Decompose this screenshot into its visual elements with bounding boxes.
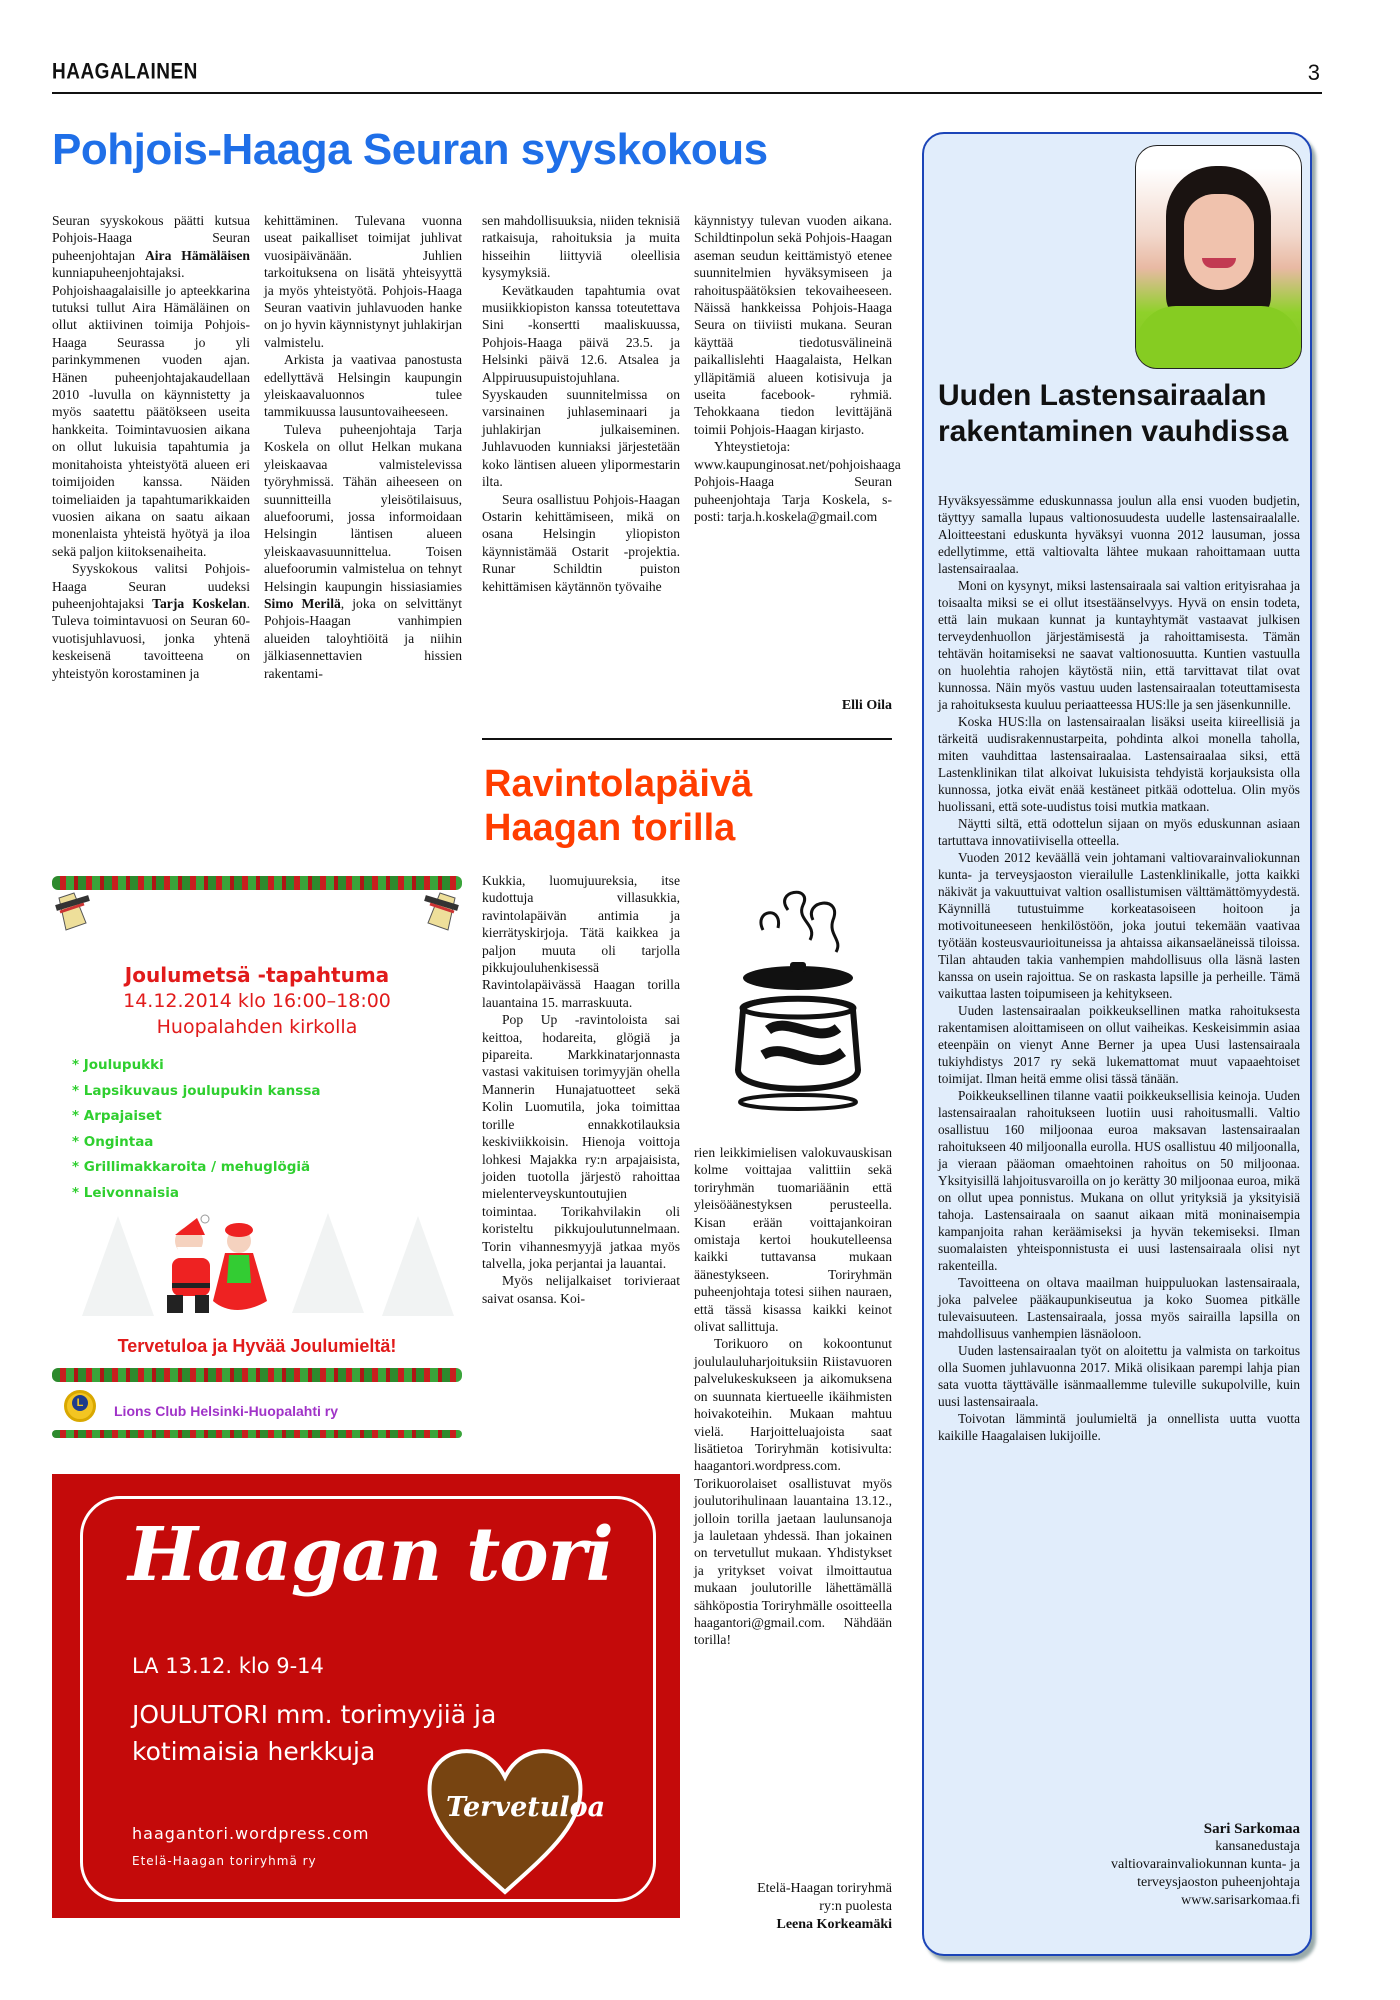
tori-ad-date: LA 13.12. klo 9-14: [132, 1654, 324, 1678]
article2-signature-line1: Etelä-Haagan toriryhmä: [757, 1881, 892, 1896]
article1-title: Pohjois-Haaga Seuran syyskokous: [52, 125, 768, 174]
text-run: Seuran syyskokous päätti kutsua Pohjois-Haaga Seuran puheenjohtajan: [52, 213, 250, 263]
paragraph: Moni on kysynyt, miksi lastensairaala sai valtion erityisrahaa ja toisaalta miksi se ei ollut itsestäänselvyys. Hyvä on ensin todeta, että lain mukaan kunnat ja kuntayhtymät vastaavat julkisen terveydenhuollon järjestämisestä ja rahoittamisesta. Tämän tehtävän hoitamiseksi ne saavat valtionosuutta. Kuntien vastuulla on huolehtia rahojen käytöstä niin, että tarvittavat tilat ovat kunnossa. Näin myös vastuu uuden lastensairaalan toteuttamisesta ja rahoituksesta kuuluu periaatteessa HUS:lle ja sen jäsenkunnille.: [938, 578, 1300, 712]
text-run: Kukkia, luomujuureksia, itse kudottuja villasukkia, ravintolapäivän antimia ja kierrätyskirjoja. Tätä kaikkea ja paljon muuta oli tarjolla pikkujouluhenkisessä Ravintolapäivässä Haagan torilla lauantaina 15. marraskuuta.: [482, 873, 680, 1010]
paragraph: [482, 1011, 680, 1272]
paragraph: Hyväksyessämme eduskunnassa joulun alla ensi vuoden budjetin, täyttyy samalla lupaus valtionosuudesta uudelle lastensairaalalle. Aloitteestani eduskunta hyväksyi vuonna 2012 lausuman, jossa edellytimme, että valtiovalta lähtee mukaan rahoittamaan uutta lastensairaalaa.: [938, 493, 1300, 576]
paragraph: Koska HUS:lla on lastensairaalan lisäksi useita kiireellisiä ja tärkeitä uudisrakennustarpeita, pohdinta alkoi monella taholla, miten vauhdittaa lastensairaalaa. Lastensairaalaa siksi, että Lastenklinikan tilat alkoivat lukuisista tehdyistä korjauksista olla kunnossa, jotka eivät enää kestäneet pitkää odottelua. Olin myös huolissani, että sote-uudistus toisi mutkia matkaan.: [938, 714, 1300, 814]
article2-title: [484, 762, 752, 850]
article1-author: Elli Oila: [841, 698, 892, 713]
garland-bottom: [52, 1430, 462, 1438]
text-run: kehittäminen. Tulevana vuonna useat paikalliset toimijat juhlivat vuosipäivänään. Juhlien tarkoituksena on lisätä yhteisyyttä ja myös yhteistyötä. Pohjois-Haaga Seuran vaativin juhlavuoden hanke on jo hyvin käynnistynyt juhlakirjan valmistelu.: [264, 213, 462, 350]
santa-couple-illustration: [147, 1213, 277, 1323]
paragraph: Tavoitteena on oltava maailman huippuluokan lastensairaala, joka palvelee pääkaupunkiseutua ja koko Suomea pitkälle tulevaisuuteen. Lastensairaala, jossa myös sairailla lapsilla on mahdollisuus vanhempien läsnäoloon.: [938, 1275, 1300, 1341]
text-run: Tuleva puheenjohtaja Tarja Koskela on ollut Helkan mukana yleiskaavaa valmistelevissa työryhmissä. Tähän aiheeseen on suunnitteilla yleisötilaisuus, aluefoorumi, jossa informoidaan Helsingin läntisen alueen yleiskaavasuunnittelua. Toisen aluefoorumin valmistelua on tehnyt Helsingin kaupungin hissiasiamies: [264, 421, 462, 594]
paragraph: [694, 212, 892, 438]
paragraph: [52, 212, 250, 560]
xmas-program-item: * Joulupukki: [72, 1057, 164, 1073]
bold-name: Aira Hämäläisen: [144, 247, 250, 263]
article1-col3: [482, 212, 680, 595]
paragraph: Poikkeuksellinen tilanne vaatii poikkeuksellisia keinoja. Uuden lastensairaalan rahoitukseen luotiin uusi rahoitusmalli. Valtio osallistuu 160 miljoonaa euroa maksavan lastensairaalan rahoitukseen 40 miljoonalla eurolla. HUS osallistuu 40 miljoonalla, ja vieraan pääoman omaehtoinen rahoitus on 50 miljoonaa. Yksityisillä lahjoitusvaroilla on jo kerätty 30 miljoonaa euroa, mikä on ollut upea ponnistus. Mukana on ollut yrityksiä ja yksityisiä tahoja. Lastensairaala on saanut aikaan mitä moninaisempia kampanjoita rahan keräämiseksi ja hyvän tekemiseksi. Ilman suomalaisten yhteisponnistusta ei uusi lastensairaala olisi nyt rakenteilla.: [938, 1088, 1300, 1273]
masthead: HAAGALAINEN: [52, 60, 198, 85]
article1-col1: [52, 212, 250, 682]
xmas-title: Joulumetsä -tapahtuma: [124, 963, 390, 987]
portrait-face: [1184, 194, 1254, 290]
xmas-program-list: [72, 1053, 320, 1206]
paragraph: [694, 1335, 892, 1648]
sidebar-title: Uuden Lastensairaalan rakentaminen vauhdissa: [938, 379, 1289, 448]
text-run: Arkista ja vaativaa panostusta edellyttävä Helsingin kaupungin yleiskaavaluonnos tulee tammikuussa lausuntovaiheeseen.: [264, 352, 462, 420]
paragraph: [52, 560, 250, 682]
garland-top: [52, 876, 462, 890]
text-run: Yhteystietoja: www.kaupunginosat.net/pohjoishaaga Pohjois-Haaga Seuran puheenjohtaja Tarja Koskela, s-posti: tarja.h.koskela@gmail.com: [694, 439, 901, 524]
text-run: . Tuleva toimintavuosi on Seuran 60-vuotisjuhlavuosi, jonka yhtenä keskeisenä tavoitteena on yhteistyön korostaminen ja: [52, 595, 250, 681]
paragraph: Toivotan lämmintä joulumieltä ja onnellista uutta vuotta kaikille Haagalaisen lukijoille.: [938, 1411, 1300, 1443]
article2-signature-line2: ry:n puolesta: [819, 1899, 892, 1914]
paragraph: [694, 1144, 892, 1335]
sidebar-author-url[interactable]: www.sarisarkomaa.fi: [1181, 1893, 1300, 1908]
garland-middle: [52, 1368, 462, 1382]
haagan-tori-ad: [52, 1474, 680, 1918]
tori-ad-text: JOULUTORI mm. torimyyjiä ja kotimaisia herkkuja: [132, 1700, 497, 1766]
tree-icon: [82, 1216, 154, 1316]
article1-col2: [264, 212, 462, 682]
sidebar-signature: [938, 1820, 1300, 1910]
paragraph: [482, 1272, 680, 1307]
paragraph: [694, 438, 901, 525]
xmas-welcome: Tervetuloa ja Hyvää Joulumieltä!: [117, 1336, 397, 1356]
article2-title-line2: Haagan torilla: [484, 807, 736, 849]
bell-icon: [54, 888, 94, 938]
paragraph: Näytti siltä, että odottelun sijaan on myös eduskunnan asiaan tartuttava innovatiivisella otteella.: [938, 816, 1300, 848]
paragraph: [482, 491, 680, 595]
xmas-program-item: * Ongintaa: [72, 1133, 154, 1150]
xmas-program-item: * Lapsikuvaus joulupukin kanssa: [72, 1082, 321, 1099]
text-run: sen mahdollisuuksia, niiden teknisiä ratkaisuja, rahoituksia ja muita hisseihin liittyviä oleellisia kysymyksiä.: [482, 213, 680, 281]
paragraph: Vuoden 2012 keväällä vein johtamani valtiovarainvaliokunnan kunta- ja terveysjaoston vierailulle Lastenklinikalle, jotta kaikki näkivät ja vakuuttuivat valtion osallistumisen välttämättömyydestä. Käynnillä tutustuimme korkeatasoiseen hoitoon ja motivoituneeseen henkilöstöön, joka joutui tekemään vaativaa työtään kosteusvaurioituneissa ja ahtaissa aikansaeläneissä tiloissa. Tilan ahtauden takia vanhempien mahdollisuus olla läsnä lasten kanssa on usein rajoittua. Se on raskasta lapsille ja perheille. Tämä vaikuttaa lasten toipumiseen ja kehitykseen.: [938, 850, 1300, 1001]
article2-title-line1: Ravintolapäivä: [484, 763, 753, 805]
xmas-program-item: * Grillimakkaroita / mehuglögiä: [72, 1159, 311, 1175]
author-portrait: [1135, 145, 1302, 369]
tori-ad-title: Haagan tori: [128, 1512, 613, 1598]
portrait-shirt: [1136, 306, 1301, 369]
article2-col1: [482, 872, 680, 1307]
tree-icon: [292, 1213, 364, 1313]
xmas-organizer: Lions Club Helsinki-Huopalahti ry: [114, 1403, 339, 1419]
tori-ad-heart-text: Tervetuloa: [446, 1792, 606, 1823]
text-run: Kevätkauden tapahtumia ovat musiikkiopiston kanssa toteutettava Sini -konsertti maaliskuussa, Pohjois-Haaga päivä 23.5. ja Helsinki päivä 12.6. Atsalea ja Alppiruusupuistojuhlana. Syyskauden suunnitelmissa on varsinainen juhlaseminaari ja juhlakirjan julkaiseminen. Juhlavuoden kunniaksi järjestetään koko läntisen alueen ylipormestarin ilta.: [482, 282, 680, 490]
xmas-date: 14.12.2014 klo 16:00–18:00: [123, 990, 391, 1012]
paragraph: [482, 282, 680, 491]
text-run: kunniapuheenjohtajaksi. Pohjoishaagalaisille jo apteekkarina tutuksi tullut Aira Hämäläinen on ollut aktiivinen toimija Pohjois-Haaga Seurassa jo yli parinkymmenen vuoden ajan. Hänen puheenjohtajakaudellaan 2010 -luvulla on käynnistetty ja myös saatettu päätökseen useita hankkeita. Toimintavuosien aikana on ollut lukuisia tapahtumia ja monitahoista yhteistyötä alueen eri toimijoiden kanssa. Näiden toimeliaiden ja tapahtumarikkaiden vuosien aikana on saatu aikaan monenlaista yhteistä hyötyä ja iloa sekä paljon kiitoksenaiheita.: [52, 265, 250, 559]
sidebar-body: [938, 492, 1300, 1444]
paragraph: [264, 212, 462, 351]
xmas-place: Huopalahden kirkolla: [156, 1016, 358, 1038]
text-run: Myös nelijalkaiset torivieraat saivat osansa. Koi-: [482, 1273, 680, 1306]
bold-name: Tarja Koskelan: [152, 595, 247, 611]
sidebar-author-role3: terveysjaoston puheenjohtaja: [1137, 1875, 1300, 1890]
bold-name: Simo Merilä: [264, 595, 341, 611]
cooking-pot-illustration: [718, 880, 888, 1120]
text-run: Pop Up -ravintoloista sai keittoa, hodareita, glögiä ja pipareita. Markkinatarjonnasta vastasi vakituisen torimyyjän ohella Mannerin Hunajatuotteet sekä Kolin Luomutila, joka toimittaa torille ennakkotilauksia keskiviikkoisin. Hienoja voittoja lohkesi Majakka ry:n arpajaisista, joiden tuotolla järjestö rahoittaa mielenterveyskuntoutujien toimintaa. Torikahvilakin oli koristeltu pikkujoulutunnelmaan. Torin vihannesmyyjä jatkaa myös talvella, joka perjantai ja lauantai.: [482, 1012, 680, 1271]
paragraph: Uuden lastensairaalan työt on aloitettu ja valmista on tarkoitus olla Suomen juhlavuonna 2017. Mikä olisikaan parempi lahja pian sata vuotta täyttävälle isänmaallemme tuleville sukupolville, kuin uusi lastensairaala.: [938, 1343, 1300, 1409]
tori-ad-url[interactable]: haagantori.wordpress.com: [132, 1824, 370, 1843]
text-run: Syyskokous valitsi Pohjois-Haaga Seuran uudeksi puheenjohtajaksi: [52, 561, 250, 611]
sidebar-author-role1: kansanedustaja: [1215, 1839, 1300, 1854]
paragraph: [482, 872, 680, 1011]
section-divider: [482, 738, 892, 740]
paragraph: [264, 421, 462, 682]
joulumetsa-ad: [52, 868, 462, 1438]
sidebar-author-role2: valtiovarainvaliokunnan kunta- ja: [1111, 1857, 1300, 1872]
header-rule: [52, 92, 1322, 94]
sidebar-author: Sari Sarkomaa: [1203, 1821, 1300, 1837]
text-run: Torikuoro on kokoontunut joululauluharjoituksiin Riistavuoren palvelukeskukseen ja aikomuksena on suunnata kiertueelle ikäihmisten hoivakoteihin. Mukaan mahtuu vielä. Harjoitteluajoista saat lisätietoa Toriryhmän kotisivulta: haagantori.wordpress.com. Torikuorolaiset osallistuvat myös joulutorihulinaan lauantaina 13.12., jolloin torilla jaetaan laulunsanoja ja lauletaan yhdessä. Ihan jokainen on tervetullut mukaan. Yhdistykset ja yritykset voivat ilmoittautua mukaan joulutorille lähettämällä sähköpostia Toriryhmälle osoitteella haagantori@gmail.com. Nähdään torilla!: [694, 1336, 892, 1648]
xmas-program-item: * Leivonnaisia: [72, 1184, 179, 1201]
tree-icon: [382, 1216, 454, 1316]
text-run: rien leikkimielisen valokuvauskisan kolme voittajaa valittiin sekä toriryhmän tuomariäänin että yleisöäänestyksen perusteella. Kisan erään voittajankoiran omistaja kertoi houkutelleensa kaikki tuttavansa mukaan äänestykseen. Toriryhmän puheenjohtaja totesi siihen nauraen, että tässä kisassa kaikki keinot olivat sallittuja.: [694, 1145, 892, 1335]
tori-ad-organizer: Etelä-Haagan toriryhmä ry: [132, 1854, 317, 1868]
xmas-program-item: * Arpajaiset: [72, 1108, 162, 1124]
page-number: 3: [1307, 60, 1320, 85]
text-run: , joka on selvittänyt Pohjois-Haagan vanhimpien alueiden taloyhtiöitä ja niihin jälkiasennettavien hissien rakentami-: [264, 595, 462, 681]
paragraph: [264, 351, 462, 421]
article2-author: Leena Korkeamäki: [776, 1917, 892, 1932]
paragraph: [482, 212, 680, 282]
bell-icon: [420, 888, 460, 938]
lions-logo-icon: [64, 1390, 96, 1422]
article2-signature: [694, 1880, 892, 1934]
text-run: Seura osallistuu Pohjois-Haagan Ostarin kehittämiseen, mikä on osana Helsingin yliopiston käynnistämää Ostarit -projektia. Runar Schildtin puiston kehittämisen käytännön työvaihe: [482, 491, 680, 594]
paragraph: Uuden lastensairaalan poikkeuksellinen matka rahoituksesta rakentamisen aloittamiseen on ollut vaiheikas. Keskeisimmin asiaa eteenpäin on vienyt Anne Berner ja upea Uusi lastensairaala tukiyhdistys 2017 ry sekä lukemattomat muut vapaaehtoiset toimijat. Ilman heitä emme olisi tässä tänään.: [938, 1003, 1300, 1086]
portrait-smile: [1202, 258, 1236, 268]
article1-col4: [694, 212, 901, 525]
text-run: käynnistyy tulevan vuoden aikana. Schildtinpolun sekä Pohjois-Haagan aseman seudun keittämistyö etenee suunnitelmien hyväksymiseen ja rahoituspäätöksien tekovaiheeseen. Näissä hankkeissa Pohjois-Haaga Seura on tiiviisti mukana. Seuran käyttää tiedotusvälineinä paikallislehti Haagalaista, Helkan ylläpitämiä alueen kotisivuja ja useita facebook- ryhmiä. Tehokkaana tiedon levittäjänä toimii Pohjois-Haagan kirjasto.: [694, 213, 892, 437]
article2-col2: [694, 1144, 892, 1649]
